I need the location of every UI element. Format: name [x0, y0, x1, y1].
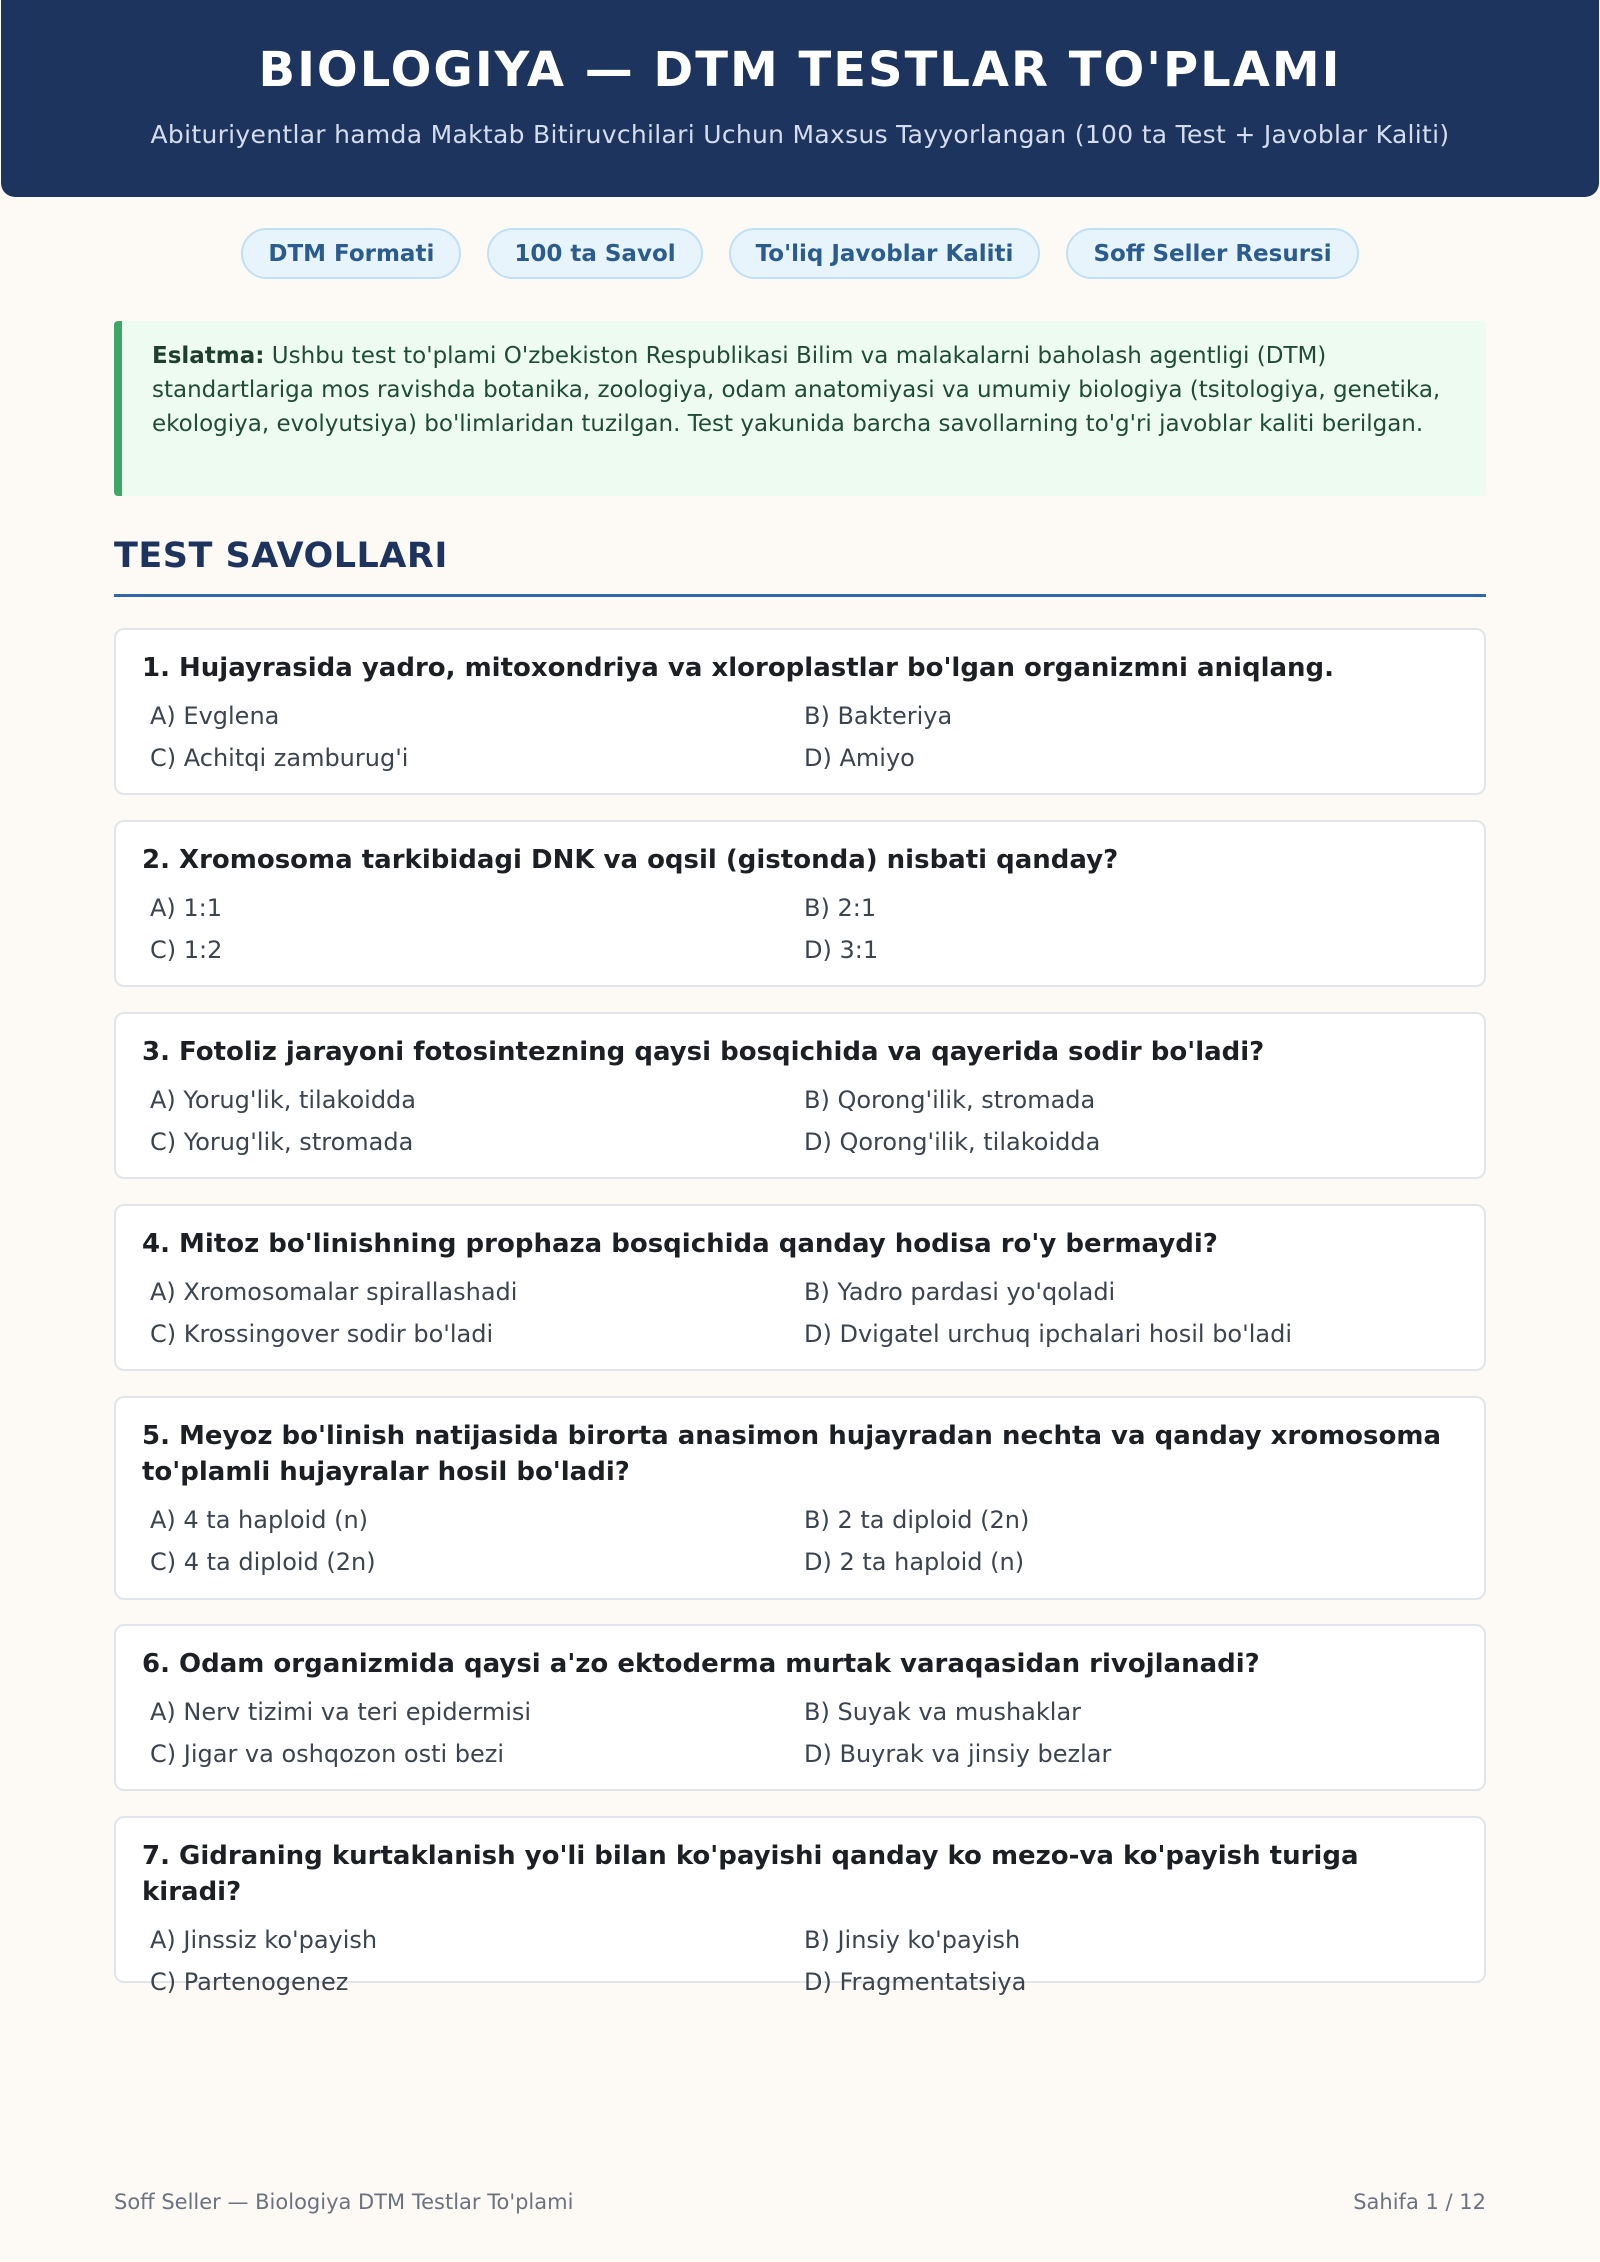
option-d: D) 3:1	[804, 936, 879, 964]
option-b: B) Bakteriya	[804, 702, 953, 730]
question-card-1	[114, 628, 1486, 795]
option-d: D) Fragmentatsiya	[804, 1968, 1027, 1996]
option-a: A) Yorug'lik, tilakoidda	[150, 1086, 416, 1114]
note-box	[114, 321, 1486, 496]
option-d: D) Dvigatel urchuq ipchalari hosil bo'ladi	[804, 1320, 1292, 1348]
option-c: C) 4 ta diploid (2n)	[150, 1548, 376, 1576]
tag-row	[0, 228, 1600, 279]
page-header	[1, 0, 1599, 197]
question-text: 4. Mitoz bo'linishning prophaza bosqichida qanday hodisa ro'y bermaydi?	[142, 1229, 1218, 1259]
option-d: D) 2 ta haploid (n)	[804, 1548, 1025, 1576]
footer-source: Soff Seller — Biologiya DTM Testlar To'plami	[114, 2190, 574, 2214]
answer-options	[142, 1082, 1458, 1160]
answer-options	[142, 1694, 1458, 1772]
question-text: 6. Odam organizmida qaysi a'zo ektoderma murtak varaqasidan rivojlanadi?	[142, 1649, 1260, 1679]
option-c: C) Jigar va oshqozon osti bezi	[150, 1740, 505, 1768]
option-a: A) Nerv tizimi va teri epidermisi	[150, 1698, 532, 1726]
option-d: D) Amiyo	[804, 744, 915, 772]
page-number: Sahifa 1 / 12	[1353, 2190, 1486, 2214]
option-c: C) Partenogenez	[150, 1968, 349, 1996]
option-b: B) 2:1	[804, 894, 877, 922]
page-title: BIOLOGIYA — DTM TESTLAR TO'PLAMI	[258, 42, 1342, 98]
option-a: A) Xromosomalar spirallashadi	[150, 1278, 518, 1306]
question-card-3	[114, 1012, 1486, 1179]
tag-dtm-format: DTM Formati	[241, 228, 461, 279]
option-c: C) Yorug'lik, stromada	[150, 1128, 414, 1156]
option-a: A) 4 ta haploid (n)	[150, 1506, 369, 1534]
answer-options	[142, 1274, 1458, 1352]
section-title: TEST SAVOLLARI	[114, 536, 1486, 597]
question-text: 2. Xromosoma tarkibidagi DNK va oqsil (gistonda) nisbati qanday?	[142, 845, 1119, 875]
option-c: C) Krossingover sodir bo'ladi	[150, 1320, 494, 1348]
tag-resource: Soff Seller Resursi	[1066, 228, 1358, 279]
option-a: A) Jinssiz ko'payish	[150, 1926, 378, 1954]
tag-answer-key: To'liq Javoblar Kaliti	[729, 228, 1041, 279]
note-label: Eslatma:	[152, 343, 265, 369]
option-c: C) 1:2	[150, 936, 223, 964]
option-b: B) Yadro pardasi yo'qoladi	[804, 1278, 1116, 1306]
option-b: B) Jinsiy ko'payish	[804, 1926, 1021, 1954]
answer-options	[142, 1922, 1458, 2000]
page-footer	[114, 2190, 1486, 2214]
option-b: B) Suyak va mushaklar	[804, 1698, 1082, 1726]
answer-options	[142, 890, 1458, 968]
option-b: B) Qorong'ilik, stromada	[804, 1086, 1096, 1114]
option-b: B) 2 ta diploid (2n)	[804, 1506, 1030, 1534]
question-text: 7. Gidraning kurtaklanish yo'li bilan ko'payishi qanday ko mezo-va ko'payish turiga kiradi?	[142, 1841, 1359, 1907]
question-text: 1. Hujayrasida yadro, mitoxondriya va xloroplastlar bo'lgan organizmni aniqlang.	[142, 653, 1335, 683]
answer-options	[142, 1502, 1458, 1580]
page-subtitle: Abituriyentlar hamda Maktab Bitiruvchilari Uchun Maxsus Tayyorlangan (100 ta Test + Javoblar Kaliti)	[150, 120, 1450, 149]
question-card-5	[114, 1396, 1486, 1600]
option-a: A) Evglena	[150, 702, 280, 730]
option-c: C) Achitqi zamburug'i	[150, 744, 409, 772]
note-text: Ushbu test to'plami O'zbekiston Respublikasi Bilim va malakalarni baholash agentligi (DTM) standartlariga mos ravishda botanika, zoologiya, odam anatomiyasi va umumiy biologiya (tsitologiya, genetika, ekologiya, evolyutsiya) bo'limlaridan tuzilgan. Test yakunida barcha savollarning to'g'ri javoblar kaliti berilgan.	[152, 343, 1441, 437]
question-text: 5. Meyoz bo'linish natijasida birorta anasimon hujayradan nechta va qanday xromosoma to'plamli hujayralar hosil bo'ladi?	[142, 1421, 1441, 1487]
question-card-4	[114, 1204, 1486, 1371]
question-card-6	[114, 1624, 1486, 1791]
question-card-7	[114, 1816, 1486, 1996]
option-a: A) 1:1	[150, 894, 223, 922]
answer-options	[142, 698, 1458, 776]
question-text: 3. Fotoliz jarayoni fotosintezning qaysi bosqichida va qayerida sodir bo'ladi?	[142, 1037, 1265, 1067]
option-d: D) Buyrak va jinsiy bezlar	[804, 1740, 1112, 1768]
tag-question-count: 100 ta Savol	[487, 228, 702, 279]
question-card-2	[114, 820, 1486, 987]
option-d: D) Qorong'ilik, tilakoidda	[804, 1128, 1101, 1156]
